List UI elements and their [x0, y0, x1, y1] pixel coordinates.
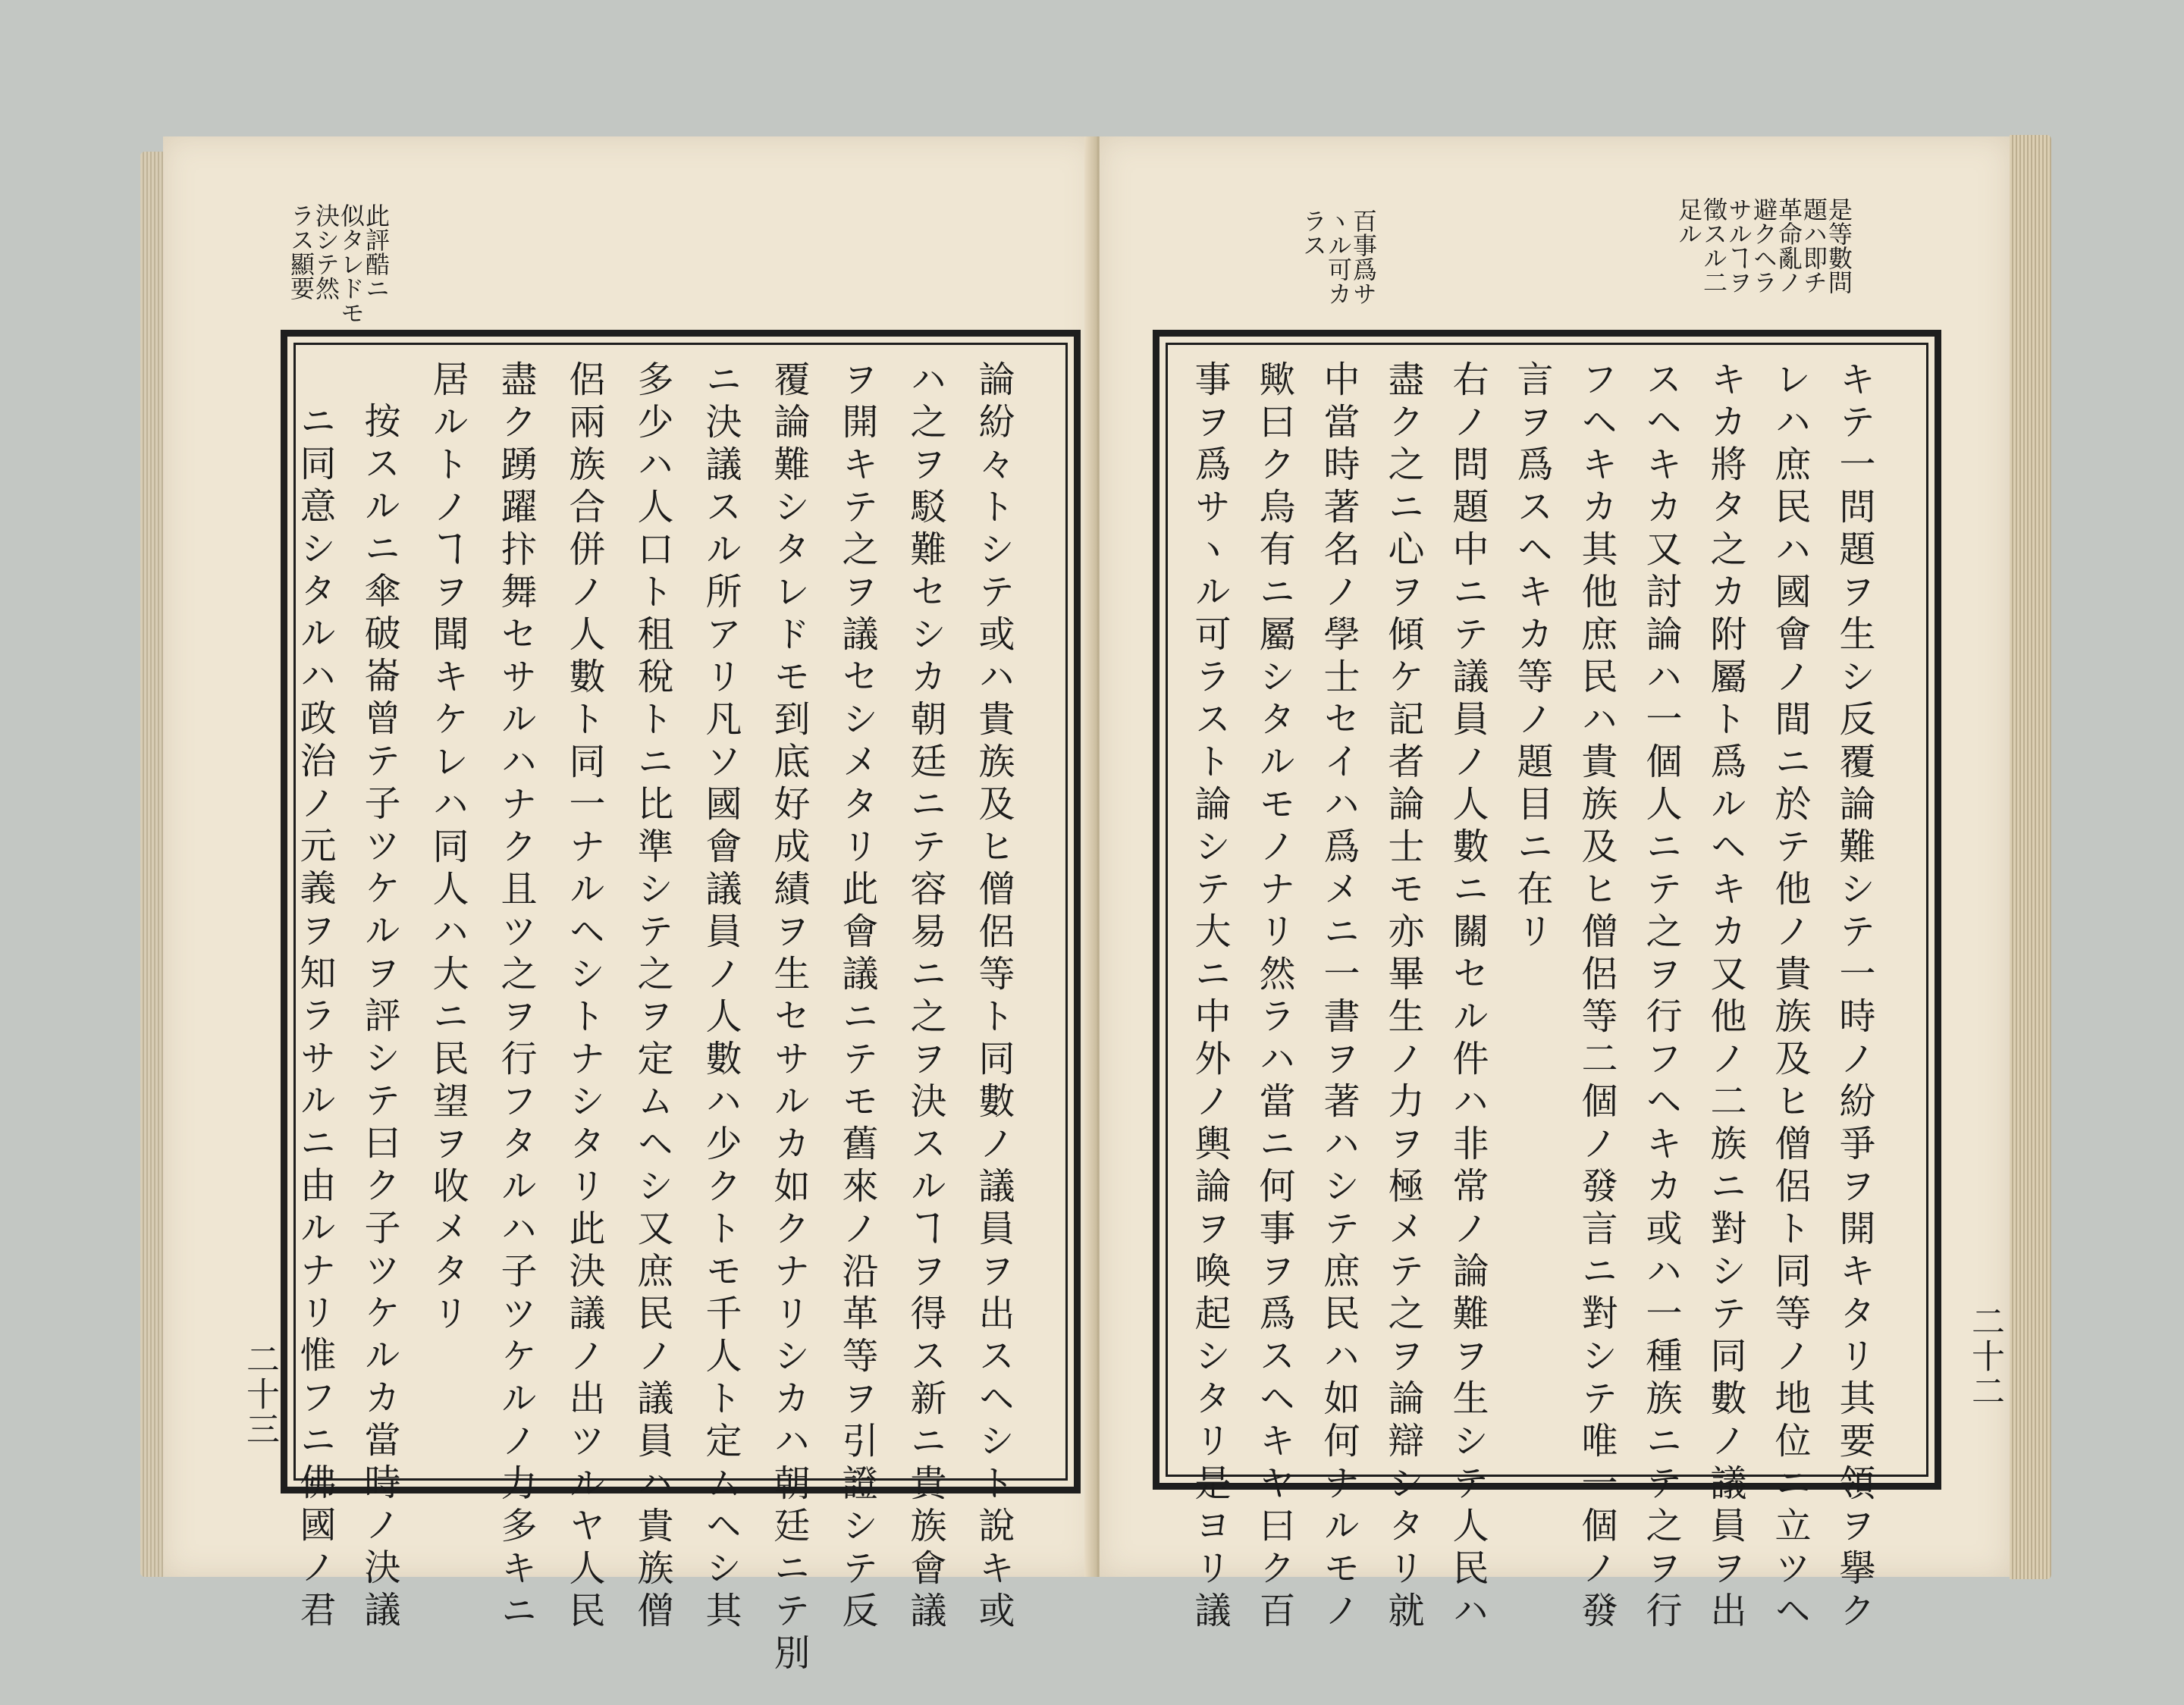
- text-column: 按スルニ傘破崙曾テ子ツケルヲ評シテ曰ク子ツケルカ當時ノ決議: [358, 402, 400, 1633]
- left-headnote-line: 似タレドモ: [337, 203, 366, 324]
- right-page-number: 二十二: [1966, 1304, 2004, 1409]
- right-headnote-line: 避クヘラ: [1749, 197, 1778, 294]
- right-headnote: [1676, 197, 1851, 294]
- text-column: 侶兩族合併ノ人數ト同一ナルヘシトナシタリ此決議ノ出ツルヤ人民: [563, 360, 605, 1634]
- right-headnote-line: 是等數問: [1825, 197, 1853, 294]
- text-column: キテ一問題ヲ生シ反覆論難シテ一時ノ紛爭ヲ開キタリ其要領ヲ擧ク: [1833, 360, 1875, 1634]
- text-column: フヘキカ其他庶民ハ貴族及ヒ僧侶等二個ノ發言ニ對シテ唯一個ノ發: [1575, 360, 1618, 1634]
- left-page-number: 二十三: [240, 1342, 279, 1446]
- right-headnote-line: 足ル: [1674, 197, 1703, 246]
- right-page-edges: [2010, 135, 2051, 1579]
- text-column: ニ同意シタルハ政治ノ元義ヲ知ラサルニ由ルナリ惟フニ佛國ノ君: [293, 402, 336, 1633]
- left-headnote: [287, 203, 391, 324]
- text-column: 盡ク之ニ心ヲ傾ケ記者論士モ亦畢生ノ力ヲ極メテ之ヲ論辯シタリ就: [1382, 360, 1424, 1634]
- right-headnote-line: 革命亂ノ: [1774, 197, 1803, 294]
- text-column: 論紛々トシテ或ハ貴族及ヒ僧侶等ト同數ノ議員ヲ出スヘシト說キ或: [972, 360, 1015, 1634]
- text-column: 右ノ問題中ニテ議員ノ人數ニ關セル件ハ非常ノ論難ヲ生シテ人民ハ: [1446, 360, 1489, 1634]
- text-column: 居ルトノヿヲ聞キケレハ同人ハ大ニ民望ヲ收メタリ: [426, 360, 469, 1337]
- text-column: 言ヲ爲スヘキカ等ノ題目ニ在リ: [1511, 360, 1553, 954]
- text-column: 盡ク踴躍抃舞セサルハナク且ツ之ヲ行フタルハ子ツケルノ力多キニ: [494, 360, 537, 1634]
- right-headnote-line: 題ハ即チ: [1800, 197, 1828, 294]
- right-headnote-line: 徵スル二: [1699, 197, 1728, 294]
- right-headnote-line: ヽル可カ: [1324, 208, 1353, 306]
- text-column: スヘキカ又討論ハ一個人ニテ之ヲ行フヘキカ或ハ一種族ニテ之ヲ行: [1640, 360, 1682, 1634]
- text-column: キカ將タ之カ附屬ト爲ルヘキカ又他ノ二族ニ對シテ同數ノ議員ヲ出: [1704, 360, 1746, 1634]
- right-page: [1100, 136, 2010, 1634]
- text-column: 覆論難シタレドモ到底好成績ヲ生セサルカ如クナリシカハ朝廷ニテ別: [767, 360, 810, 1676]
- left-page: [163, 136, 1096, 1676]
- text-column: ハ之ヲ駁難セシカ朝廷ニテ容易ニ之ヲ決スルヿヲ得ス新ニ貴族會議: [904, 360, 946, 1634]
- open-book: [140, 129, 2051, 1676]
- left-headnote-line: 決シテ然: [312, 203, 340, 300]
- right-headnote-line: サルヿヲ: [1724, 197, 1753, 294]
- text-column: ニ決議スル所アリ凡ソ國會議員ノ人數ハ少クトモ千人ト定ムヘシ其: [699, 360, 742, 1634]
- text-column: 歟曰ク烏有ニ屬シタルモノナリ然ラハ當ニ何事ヲ爲スヘキヤ曰ク百: [1253, 360, 1295, 1634]
- text-column: 中當時著名ノ學士セイハ爲メニ一書ヲ著ハシテ庶民ハ如何ナルモノ: [1317, 360, 1360, 1634]
- right-headnote-line: 百事爲サ: [1349, 208, 1378, 306]
- right-headnote-2: [1301, 208, 1376, 306]
- text-column: ヲ開キテ之ヲ議セシメタリ此會議ニテモ舊來ノ沿革等ヲ引證シテ反: [836, 360, 878, 1634]
- left-headnote-line: 此評酷ニ: [362, 203, 391, 300]
- text-column: レハ庶民ハ國會ノ間ニ於テ他ノ貴族及ヒ僧侶ト同等ノ地位ニ立ツヘ: [1768, 360, 1811, 1634]
- text-column: 事ヲ爲サヽル可ラスト論シテ大ニ中外ノ輿論ヲ喚起シタリ是ヨリ議: [1188, 360, 1231, 1634]
- left-headnote-line: ラス顯要: [287, 203, 315, 300]
- text-column: 多少ハ人口ト租稅トニ比準シテ之ヲ定ムヘシ又庶民ノ議員ハ貴族僧: [631, 360, 673, 1634]
- right-headnote-line: ラス: [1299, 208, 1328, 257]
